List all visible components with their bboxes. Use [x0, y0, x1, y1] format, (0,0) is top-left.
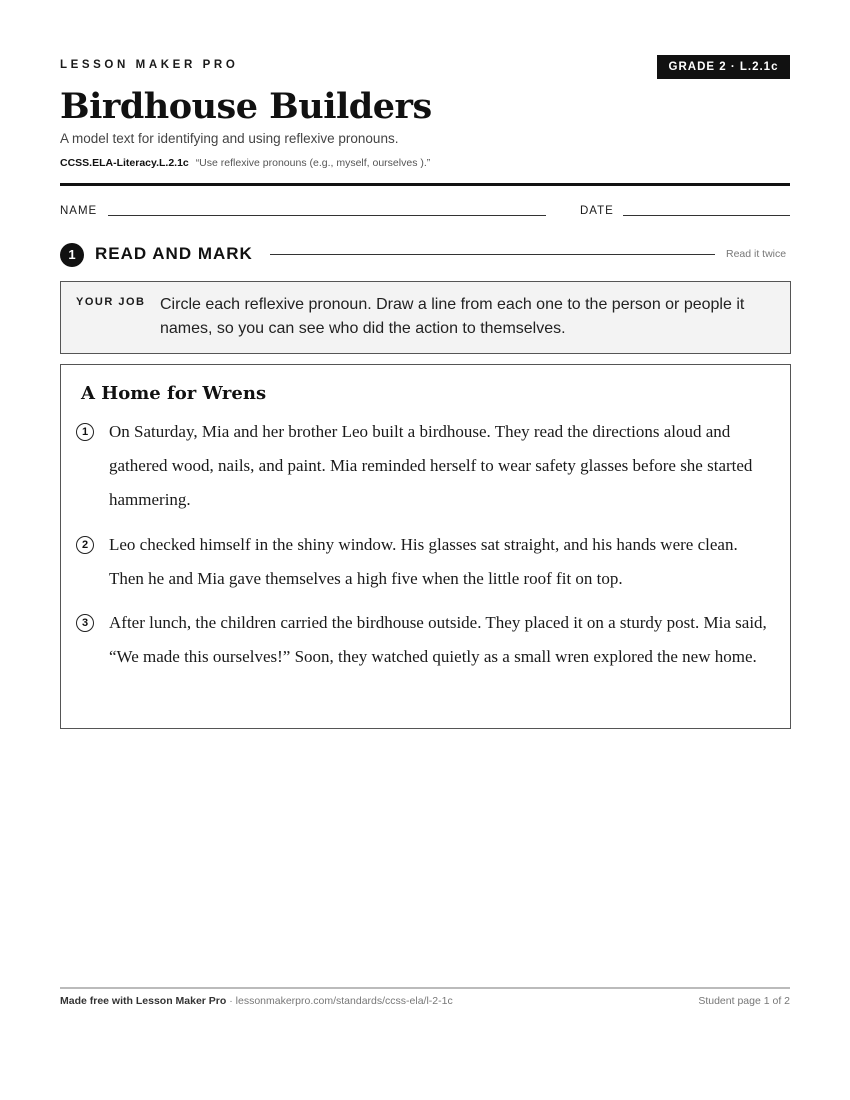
- paragraph-number: 1: [76, 423, 94, 441]
- section-number-badge: 1: [60, 243, 84, 267]
- date-field[interactable]: [623, 215, 790, 216]
- page-title: Birdhouse Builders: [60, 86, 432, 127]
- date-label: DATE: [580, 205, 614, 217]
- passage-box: [60, 364, 791, 729]
- standard-code: CCSS.ELA-Literacy.L.2.1c: [60, 157, 189, 169]
- footer-made-with: Made free with Lesson Maker Pro: [60, 995, 227, 1007]
- standard-reference: [60, 157, 430, 169]
- grade-badge: GRADE 2 · L.2.1c: [657, 55, 790, 79]
- paragraph-text: Leo checked himself in the shiny window. His glasses sat straight, and his hands were clean. Then he and Mia gave themselves a high five when the little roof fit on top.: [109, 535, 738, 588]
- section-divider: [270, 254, 715, 255]
- brand-name: LESSON MAKER PRO: [60, 59, 239, 71]
- paragraph-number: 2: [76, 536, 94, 554]
- page-subtitle: A model text for identifying and using reflexive pronouns.: [60, 131, 399, 146]
- page-indicator: Student page 1 of 2: [698, 995, 790, 1007]
- footer-credit: [60, 995, 453, 1007]
- section-hint: Read it twice: [726, 248, 787, 260]
- paragraph-text: After lunch, the children carried the birdhouse outside. They placed it on a sturdy post. Mia said, “We made this ourselves!” Soon, they watched quietly as a small wren explored the new home.: [109, 613, 767, 666]
- name-field[interactable]: [108, 215, 546, 216]
- instructions-box: [60, 281, 791, 354]
- instructions-text: Circle each reflexive pronoun. Draw a line from each one to the person or people it names, so you can see who did the action to themselves.: [160, 296, 745, 337]
- paragraph-text: On Saturday, Mia and her brother Leo built a birdhouse. They read the directions aloud and gathered wood, nails, and paint. Mia reminded herself to wear safety glasses before she started hammering.: [109, 422, 753, 509]
- instructions-label: YOUR JOB: [76, 296, 146, 308]
- passage-title: A Home for Wrens: [81, 383, 267, 404]
- section-title: READ AND MARK: [95, 244, 253, 263]
- footer-url: · lessonmakerpro.com/standards/ccss-ela/l-2-1c: [226, 995, 453, 1007]
- standard-text: “Use reflexive pronouns (e.g., myself, ourselves ).”: [195, 157, 431, 169]
- footer-divider: [60, 987, 790, 989]
- name-label: NAME: [60, 205, 98, 217]
- header-divider: [60, 183, 790, 186]
- paragraph-number: 3: [76, 614, 94, 632]
